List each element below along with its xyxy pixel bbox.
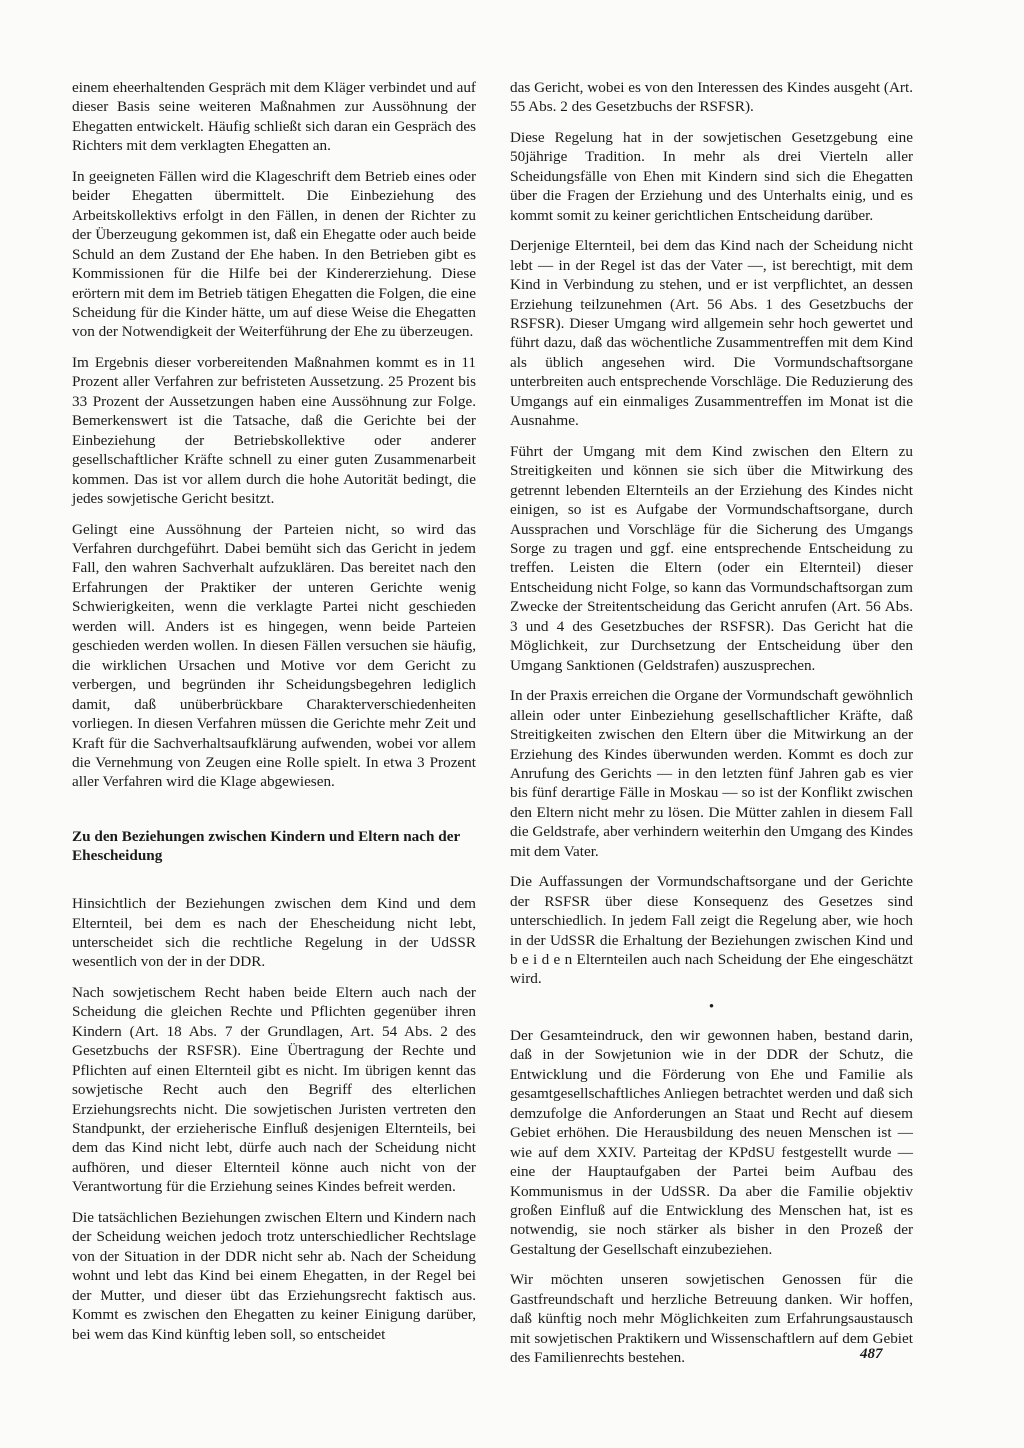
section-heading: Zu den Beziehungen zwischen Kindern und Eltern nach der Ehescheidung [72, 827, 460, 865]
left-column [72, 78, 476, 1355]
paragraph: Die Auffassungen der Vormundschaftsorgane und der Gerichte der RSFSR über diese Konsequenz des Gesetzes sind unterschiedlich. In jedem Fall zeigt die Regelung aber, wie hoch in der UdSSR die Erhaltung der Beziehungen zwischen Kind und b e i d e n Elternteilen auch nach Scheidung der Ehe eingeschätzt wird. [510, 873, 913, 988]
paragraph: In der Praxis erreichen die Organe der Vormundschaft gewöhnlich allein oder unter Einbeziehung gesellschaftlicher Kräfte, daß Streitigkeiten zwischen den Eltern über die Mitwirkung an der Erziehung des Kindes überwunden werden. Kommt es doch zur Anrufung des Gerichts — in den letzten fünf Jahren gab es vier bis fünf derartige Fälle in Moskau — so ist der Konflikt zwischen den Eltern nicht mehr zu lösen. Die Mütter zahlen in diesem Fall die Geldstrafe, aber verhindern weiterhin den Umgang des Kindes mit dem Vater. [510, 687, 913, 860]
page-number: 487 [860, 1346, 883, 1362]
paragraph: Wir möchten unseren sowjetischen Genossen für die Gastfreundschaft und herzliche Betreuung danken. Wir hoffen, daß künftig noch mehr Möglichkeiten zum Erfahrungsaustausch mit sowjetischen Praktikern und Wissenschaftlern auf dem Gebiet des Familienrechts bestehen. [510, 1271, 913, 1367]
paragraph: Nach sowjetischem Recht haben beide Eltern auch nach der Scheidung die gleichen Rechte und Pflichten gegenüber ihren Kindern (Art. 18 Abs. 7 der Grundlagen, Art. 54 Abs. 2 des Gesetzbuchs der RSFSR). Eine Übertragung der Rechte und Pflichten auf einen Elternteil gibt es nicht. Im übrigen kennt das sowjetische Recht auch den Begriff des elterlichen Erziehungsrechts nicht. Die sowjetischen Juristen vertreten den Standpunkt, der erzieherische Einfluß desjenigen Elternteils, bei dem das Kind nicht lebt, dürfe auch nach der Scheidung nicht aufhören, und dieser Elternteil könne auch nicht von der Verantwortung für die Erziehung seines Kindes befreit werden. [72, 983, 476, 1196]
paragraph: das Gericht, wobei es von den Interessen des Kindes ausgeht (Art. 55 Abs. 2 des Gesetzbuchs der RSFSR). [510, 79, 913, 116]
paragraph: Der Gesamteindruck, den wir gewonnen haben, bestand darin, daß in der Sowjetunion wie in der DDR der Schutz, die Entwicklung und die Förderung von Ehe und Familie als gesamtgesellschaftliches Anliegen betrachtet werden und daß sich demzufolge die Anforderungen an Staat und Recht auf diesem Gebiet erhöhen. Die Herausbildung des neuen Menschen ist — wie auf dem XXIV. Parteitag der KPdSU festgestellt wurde — eine der Hauptaufgaben der Partei beim Aufbau des Kommunismus in der UdSSR. Da aber die Familie objektiv großen Einfluß auf die Entwicklung des Menschen hat, ist es notwendig, sie noch stärker als bisher in den Prozeß der Gestaltung der Gesellschaft einzubeziehen. [510, 1026, 913, 1258]
section-separator: • [708, 998, 715, 1015]
paragraph: Die tatsächlichen Beziehungen zwischen Eltern und Kindern nach der Scheidung weichen jedoch trotz unterschiedlicher Rechtslage von der Situation in der DDR nicht sehr ab. Nach der Scheidung wohnt und lebt das Kind bei einem Ehegatten, in der Regel bei der Mutter, und dieser übt das Erziehungsrecht faktisch aus. Kommt es zwischen den Ehegatten zu keiner Einigung darüber, bei wem das Kind künftig leben soll, so entscheidet [72, 1208, 476, 1343]
paragraph: Hinsichtlich der Beziehungen zwischen dem Kind und dem Elternteil, bei dem es nach der Ehescheidung nicht lebt, unterscheidet sich die rechtliche Regelung in der UdSSR wesentlich von der in der DDR. [72, 895, 476, 971]
paragraph: Diese Regelung hat in der sowjetischen Gesetzgebung eine 50jährige Tradition. In mehr als drei Vierteln aller Scheidungsfälle von Ehen mit Kindern sind sich die Ehegatten über die Fragen der Erziehung und des Unterhalts einig, und es kommt somit zu keiner gerichtlichen Entscheidung darüber. [510, 128, 913, 224]
paragraph: Im Ergebnis dieser vorbereitenden Maßnahmen kommt es in 11 Prozent aller Verfahren zur befristeten Aussetzung. 25 Prozent bis 33 Prozent der Aussetzungen haben eine Aussöhnung zur Folge. Bemerkenswert ist die Tatsache, daß die Gerichte bei der Einbeziehung der Betriebskollektive oder anderer gesellschaftlicher Kräfte schnell zu einer guten Zusammenarbeit kommen. Das ist vor allem durch die hohe Autorität bedingt, die jedes sowjetische Gericht besitzt. [72, 353, 476, 508]
paragraph: einem eheerhaltenden Gespräch mit dem Kläger verbindet und auf dieser Basis seine weiteren Maßnahmen zur Aussöhnung der Ehegatten entwickelt. Häufig schließt sich daran ein Gespräch des Richters mit dem verklagten Ehegatten an. [72, 79, 476, 155]
paragraph: Gelingt eine Aussöhnung der Parteien nicht, so wird das Verfahren durchgeführt. Dabei bemüht sich das Gericht in jedem Fall, den wahren Sachverhalt aufzuklären. Das bereitet nach den Erfahrungen der Praktiker der unteren Gerichte wenig Schwierigkeiten, wenn die verklagte Partei nicht geschieden werden will. Anders ist es hingegen, wenn beide Parteien geschieden werden wollen. In diesen Fällen versuchen sie häufig, die wirklichen Ursachen und Motive vor dem Gericht zu verbergen, und begründen ihr Scheidungsbegehren lediglich damit, daß unüberbrückbare Charakterverschiedenheiten vorliegen. In diesen Verfahren müssen die Gerichte mehr Zeit und Kraft für die Sachverhaltsaufklärung aufwenden, wobei vor allem die Vernehmung von Zeugen eine Rolle spielt. In etwa 3 Prozent aller Verfahren wird die Klage abgewiesen. [72, 520, 476, 791]
paragraph: Führt der Umgang mit dem Kind zwischen den Eltern zu Streitigkeiten und können sie sich über die Mitwirkung des getrennt lebenden Elternteils an der Erziehung des Kindes nicht einigen, so ist es Aufgabe der Vormundschaftsorgane, durch Aussprachen und Vorschläge für die Sicherung des Umgangs Sorge zu tragen und ggf. eine entsprechende Entscheidung zu treffen. Leisten die Eltern (oder ein Elternteil) dieser Entscheidung nicht Folge, so kann das Vormundschaftsorgan zum Zwecke der Streitentscheidung das Gericht anrufen (Art. 56 Abs. 3 und 4 des Gesetzbuches der RSFSR). Das Gericht hat die Möglichkeit, zur Durchsetzung der Entscheidung über den Umgang Sanktionen (Geldstrafen) auszusprechen. [510, 442, 913, 674]
paragraph: Derjenige Elternteil, bei dem das Kind nach der Scheidung nicht lebt — in der Regel ist das der Vater —, ist berechtigt, mit dem Kind in Verbindung zu stehen, und er ist verpflichtet, an dessen Erziehung teilzunehmen (Art. 56 Abs. 1 des Gesetzbuchs der RSFSR). Dieser Umgang wird allgemein sehr hoch gewertet und führt dazu, daß das wöchentliche Zusammentreffen mit dem Kind als üblich angesehen wird. Die Vormundschaftsorgane unterbreiten auch entsprechende Vorschläge. Die Reduzierung des Umgangs auf ein einmaliges Zusammentreffen im Monat ist die Ausnahme. [510, 237, 913, 430]
right-column [510, 78, 913, 1379]
paragraph: In geeigneten Fällen wird die Klageschrift dem Betrieb eines oder beider Ehegatten übermittelt. Die Einbeziehung des Arbeitskollektivs erfolgt in den Fällen, in denen der Richter zu der Überzeugung gekommen ist, daß ein Ehegatte oder auch beide Schuld an dem Zustand der Ehe haben. In den Betrieben gibt es Kommissionen für die Hilfe bei der Kindererziehung. Diese erörtern mit dem im Betrieb tätigen Ehegatten die Folgen, die eine Scheidung für die Kinder hätte, um auf diese Weise die Ehegatten von der Notwendigkeit der Weiterführung der Ehe zu überzeugen. [72, 167, 476, 341]
